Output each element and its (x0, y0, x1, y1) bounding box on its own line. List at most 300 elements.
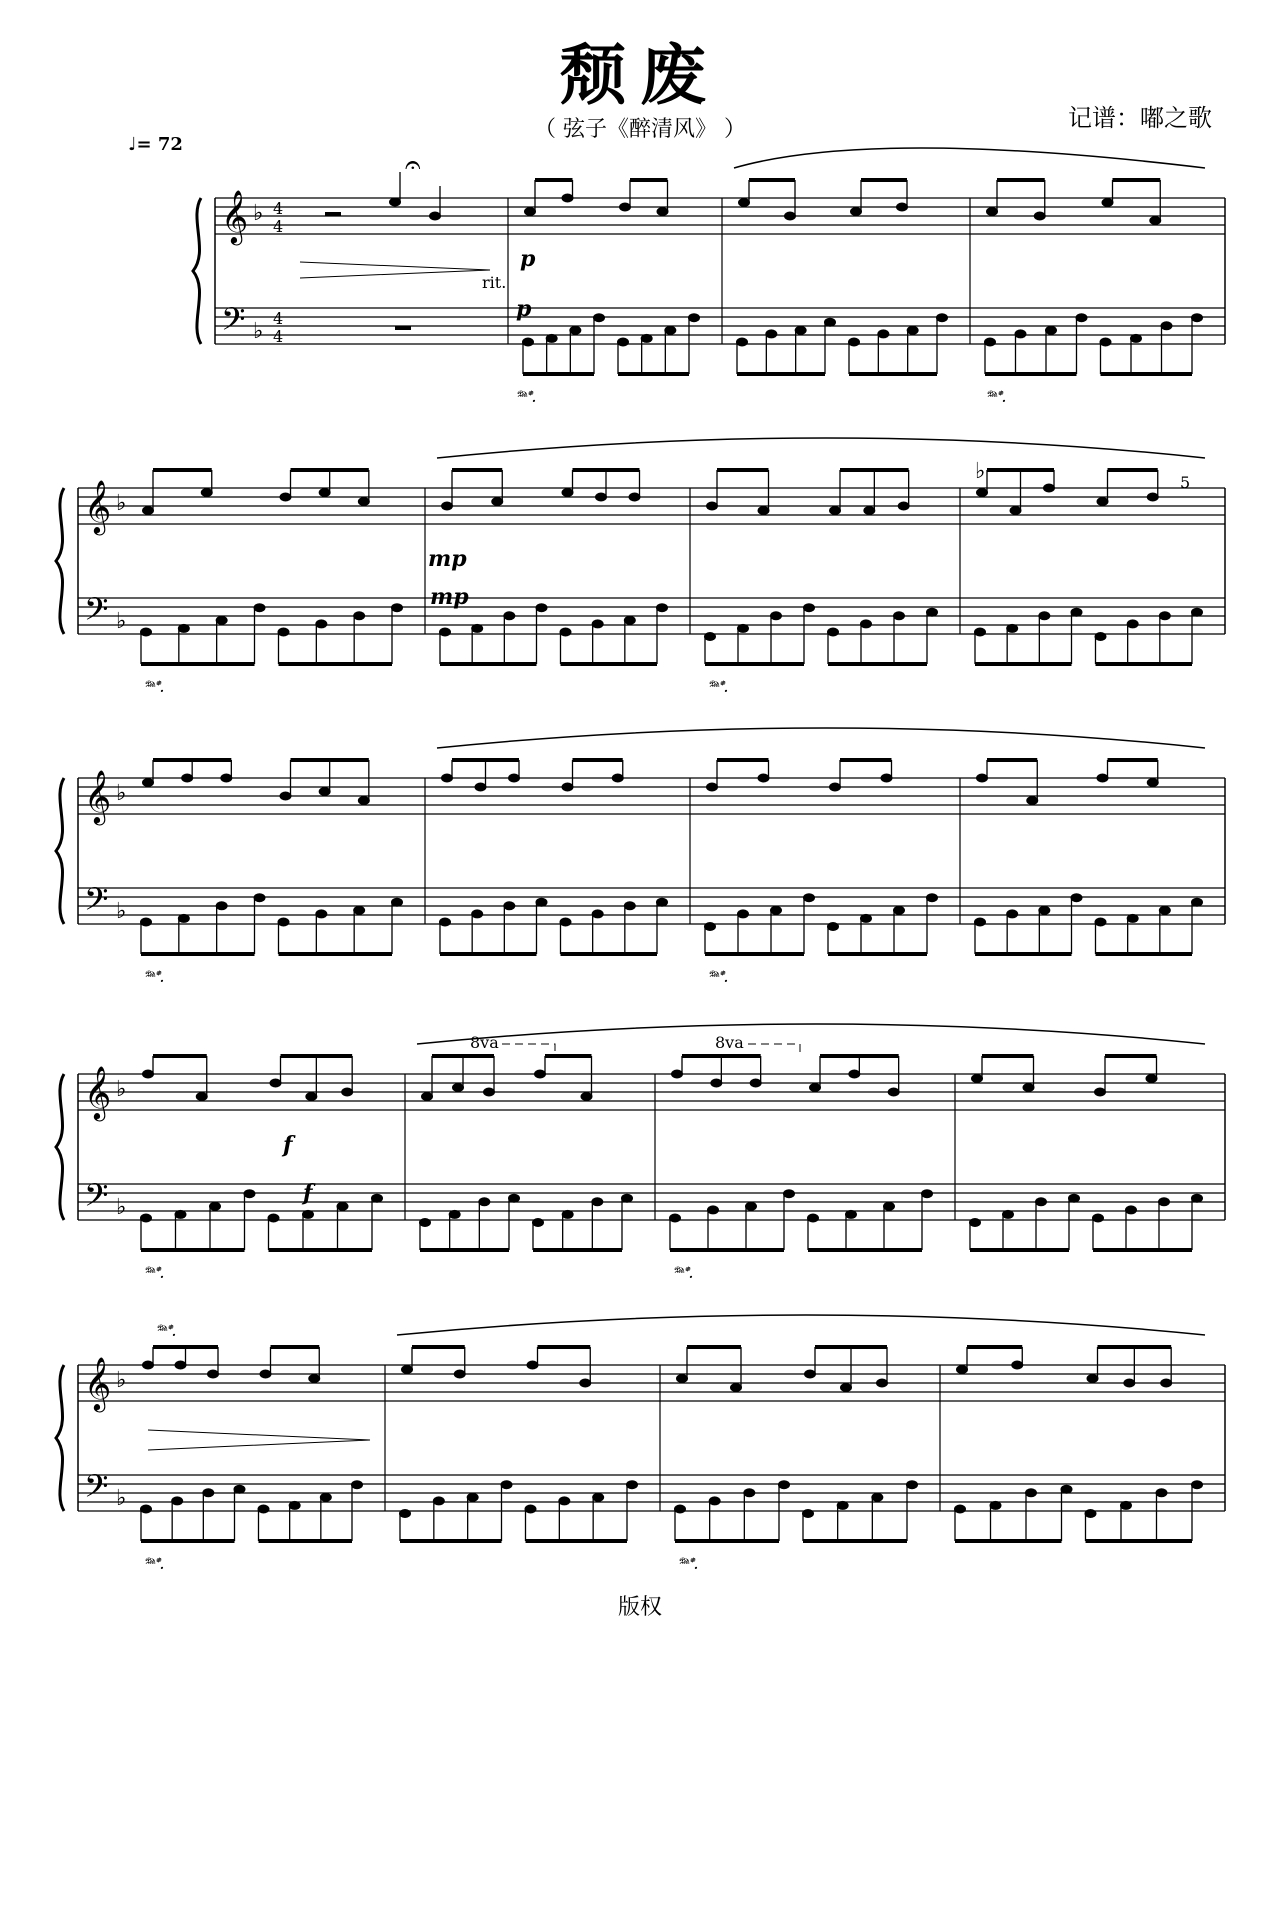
treble-staff (78, 1074, 1225, 1110)
note-head (778, 1480, 790, 1489)
note-head (254, 893, 266, 902)
note-head (1002, 1210, 1014, 1219)
note-head (1026, 796, 1038, 805)
note-head (351, 1480, 363, 1489)
note-head (1160, 1379, 1172, 1388)
bass-staff (215, 308, 1225, 344)
note-head (525, 1505, 537, 1514)
note-head (1161, 321, 1173, 330)
pedal-mark: 𝆮𝆯. (677, 1554, 699, 1574)
ottava-mark: 8va (470, 1033, 499, 1052)
note-head (1127, 619, 1139, 628)
note-head (508, 774, 520, 783)
note-head (1038, 611, 1050, 620)
note-head (1010, 506, 1022, 515)
note-head (592, 619, 604, 628)
note-head (704, 632, 716, 641)
treble-staff (78, 778, 1225, 814)
time-signature-top: 4 (273, 309, 284, 328)
note-head (308, 1374, 320, 1383)
note-head (617, 338, 629, 347)
note-head (758, 774, 770, 783)
note-head (421, 1092, 433, 1101)
note-head (140, 628, 152, 637)
note-head (1095, 632, 1107, 641)
pedal-mark: 𝆮𝆯. (143, 1263, 165, 1283)
pedal-mark: 𝆮𝆯. (672, 1263, 694, 1283)
note-head (171, 1496, 183, 1505)
note-head (260, 1370, 272, 1379)
note-head (399, 1509, 411, 1518)
note-head (1071, 893, 1083, 902)
note-head (803, 893, 815, 902)
note-head (562, 194, 574, 203)
note-head (877, 329, 889, 338)
note-head (389, 198, 401, 207)
note-head (1023, 1083, 1035, 1092)
note-head (196, 1092, 208, 1101)
phrase-slur (437, 728, 1205, 748)
note-head (419, 1218, 431, 1227)
bass-staff (78, 598, 1225, 634)
note-head (840, 1383, 852, 1392)
phrase-slur (734, 148, 1205, 168)
grand-staff-brace (56, 1074, 64, 1220)
note-head (452, 1083, 464, 1092)
bass-clef: 𝄢 (84, 591, 109, 635)
note-head (706, 783, 718, 792)
note-head (926, 893, 938, 902)
ottava-bracket (502, 1044, 555, 1052)
note-head (341, 1088, 353, 1097)
grand-staff-brace (56, 1365, 64, 1511)
note-head (971, 1074, 983, 1083)
grand-staff-brace (56, 778, 64, 924)
treble-clef: 𝄞 (84, 1356, 112, 1410)
note-head (737, 909, 749, 918)
note-head (1191, 608, 1203, 617)
note-head (876, 1379, 888, 1388)
subtitle: （ 弦子《醉清风》 ） (534, 117, 746, 142)
note-head (1025, 1488, 1037, 1497)
note-head (560, 628, 572, 637)
note-head (1095, 918, 1107, 927)
note-head (893, 611, 905, 620)
note-head (280, 493, 292, 502)
note-head (1038, 906, 1050, 915)
note-head (280, 792, 292, 801)
whole-rest (395, 326, 411, 330)
note-head (289, 1501, 301, 1510)
accidental-flat: ♭ (975, 459, 986, 484)
transcriber-credit: 记谱：嘟之歌 (1068, 104, 1212, 132)
note-head (984, 338, 996, 347)
note-head (591, 1197, 603, 1206)
treble-clef: 𝄞 (84, 479, 112, 533)
note-head (491, 497, 503, 506)
note-head (302, 1210, 314, 1219)
note-head (704, 922, 716, 931)
note-head (142, 778, 154, 787)
note-head (401, 1365, 413, 1374)
note-head (737, 624, 749, 633)
note-head (710, 1079, 722, 1088)
note-head (907, 326, 919, 335)
note-head (976, 488, 988, 497)
note-head (1147, 778, 1159, 787)
pedal-mark: 𝆮𝆯. (985, 387, 1007, 407)
key-signature-flat: ♭ (116, 1368, 127, 1393)
note-head (974, 918, 986, 927)
note-head (936, 313, 948, 322)
system-3 (56, 728, 1225, 987)
note-head (1035, 1197, 1047, 1206)
note-head (676, 1374, 688, 1383)
phrase-slur (397, 1315, 1205, 1335)
key-signature-flat: ♭ (116, 781, 127, 806)
bass-staff (78, 888, 1225, 924)
note-head (562, 1210, 574, 1219)
treble-clef: 𝄞 (84, 1065, 112, 1119)
treble-staff (215, 198, 1225, 234)
treble-clef: 𝄞 (84, 769, 112, 823)
note-head (569, 326, 581, 335)
dynamic-mezzo-piano: mp (428, 546, 467, 572)
note-head (1149, 216, 1161, 225)
note-head (207, 1370, 219, 1379)
ottava-mark: 8va (715, 1033, 744, 1052)
note-head (1146, 1074, 1158, 1083)
note-head (848, 1070, 860, 1079)
note-head (824, 318, 836, 327)
note-head (619, 203, 631, 212)
pedal-mark: 𝆮𝆯. (143, 677, 165, 697)
note-head (770, 611, 782, 620)
note-head (1127, 914, 1139, 923)
note-head (142, 506, 154, 515)
phrase-slur (437, 438, 1205, 458)
note-head (1068, 1194, 1080, 1203)
note-head (770, 906, 782, 915)
note-head (906, 1480, 918, 1489)
note-head (765, 329, 777, 338)
note-head (1094, 1088, 1106, 1097)
note-head (795, 326, 807, 335)
note-head (860, 914, 872, 923)
note-head (209, 1202, 221, 1211)
note-head (621, 1194, 633, 1203)
fermata: 𝄐 (405, 148, 421, 181)
note-head (986, 207, 998, 216)
note-head (629, 493, 641, 502)
note-head (234, 1485, 246, 1494)
grand-staff-brace (56, 488, 64, 634)
note-head (475, 783, 487, 792)
note-head (1156, 1488, 1168, 1497)
note-head (1191, 898, 1203, 907)
note-head (254, 603, 266, 612)
note-head (1102, 198, 1114, 207)
note-head (337, 1202, 349, 1211)
note-head (1043, 484, 1055, 493)
system-4 (56, 1024, 1225, 1283)
note-head (268, 1214, 280, 1223)
note-head (1011, 1361, 1023, 1370)
note-head (579, 1379, 591, 1388)
note-head (1015, 329, 1027, 338)
note-head (1125, 1205, 1137, 1214)
note-head (439, 628, 451, 637)
note-head (1159, 906, 1171, 915)
note-head (270, 1079, 282, 1088)
note-head (140, 918, 152, 927)
note-head (969, 1218, 981, 1227)
note-head (181, 774, 193, 783)
note-head (433, 1496, 445, 1505)
note-head (595, 493, 607, 502)
note-head (562, 488, 574, 497)
note-head (1034, 212, 1046, 221)
page-title: 颓废 (560, 36, 720, 114)
note-head (471, 909, 483, 918)
key-signature-flat: ♭ (116, 1195, 127, 1220)
pedal-mark: 𝆮𝆯. (155, 1321, 177, 1341)
note-head (1045, 326, 1057, 335)
treble-staff (78, 488, 1225, 524)
note-head (358, 796, 370, 805)
note-head (244, 1189, 256, 1198)
note-head (803, 603, 815, 612)
note-head (707, 1205, 719, 1214)
note-head (974, 628, 986, 637)
note-head (671, 1070, 683, 1079)
note-head (845, 1210, 857, 1219)
pedal-mark: 𝆮𝆯. (143, 967, 165, 987)
ritardando-mark: rit. (482, 273, 507, 292)
note-head (926, 608, 938, 617)
dynamic-forte: f (283, 1132, 293, 1158)
note-head (562, 783, 574, 792)
note-head (478, 1197, 490, 1206)
note-head (175, 1210, 187, 1219)
note-head (860, 619, 872, 628)
key-signature-flat: ♭ (116, 1077, 127, 1102)
dynamic-forte: f (303, 1180, 313, 1206)
note-head (1120, 1501, 1132, 1510)
note-head (1097, 774, 1109, 783)
note-head (674, 1505, 686, 1514)
pedal-mark: 𝆮𝆯. (515, 387, 537, 407)
note-head (142, 1070, 154, 1079)
note-head (216, 616, 228, 625)
note-head (893, 906, 905, 915)
note-head (175, 1361, 187, 1370)
note-head (527, 1361, 539, 1370)
note-head (315, 909, 327, 918)
note-head (441, 502, 453, 511)
note-head (592, 1493, 604, 1502)
note-head (850, 207, 862, 216)
note-head (140, 1214, 152, 1223)
decrescendo-hairpin (300, 262, 490, 278)
note-head (532, 1218, 544, 1227)
note-head (709, 1496, 721, 1505)
note-head (626, 1480, 638, 1489)
note-head (827, 922, 839, 931)
note-head (536, 603, 548, 612)
note-head (1085, 1509, 1097, 1518)
note-head (391, 898, 403, 907)
note-head (319, 488, 331, 497)
note-head (1071, 608, 1083, 617)
note-head (353, 611, 365, 620)
note-head (454, 1370, 466, 1379)
note-head (391, 603, 403, 612)
note-head (881, 774, 893, 783)
note-head (534, 1070, 546, 1079)
note-head (1191, 1480, 1203, 1489)
note-head (1087, 1374, 1099, 1383)
note-head (804, 1370, 816, 1379)
note-head (954, 1505, 966, 1514)
note-head (319, 787, 331, 796)
note-head (371, 1194, 383, 1203)
dynamic-mezzo-piano: mp (430, 584, 469, 610)
bass-clef: 𝄢 (221, 301, 246, 345)
note-head (258, 1505, 270, 1514)
note-head (320, 1493, 332, 1502)
note-head (829, 783, 841, 792)
note-head (201, 488, 213, 497)
note-head (837, 1501, 849, 1510)
note-head (863, 506, 875, 515)
phrase-slur (417, 1024, 1205, 1044)
note-head (471, 624, 483, 633)
note-head (592, 909, 604, 918)
key-signature-flat: ♭ (253, 319, 264, 344)
note-head (871, 1493, 883, 1502)
note-head (353, 906, 365, 915)
note-head (1061, 1485, 1073, 1494)
note-head (990, 1501, 1002, 1510)
note-head (784, 212, 796, 221)
note-head (560, 918, 572, 927)
time-signature-top: 4 (273, 199, 284, 218)
note-head (809, 1083, 821, 1092)
time-signature-bottom: 4 (273, 217, 284, 236)
bass-clef: 𝄢 (84, 881, 109, 925)
pedal-mark: 𝆮𝆯. (707, 967, 729, 987)
note-head (888, 1088, 900, 1097)
note-head (220, 774, 232, 783)
note-head (439, 918, 451, 927)
note-head (745, 1202, 757, 1211)
note-head (657, 207, 669, 216)
note-head (1006, 909, 1018, 918)
note-head (758, 506, 770, 515)
note-head (1159, 611, 1171, 620)
note-head (524, 207, 536, 216)
bass-staff (78, 1475, 1225, 1511)
note-head (358, 497, 370, 506)
tempo-marking: ♩= 72 (128, 134, 183, 155)
note-head (829, 506, 841, 515)
note-head (783, 1189, 795, 1198)
note-head (216, 901, 228, 910)
copyright-notice: 版权 (617, 1595, 662, 1620)
note-head (730, 1383, 742, 1392)
note-head (807, 1214, 819, 1223)
note-head (743, 1488, 755, 1497)
note-head (1147, 493, 1159, 502)
key-signature-flat: ♭ (116, 609, 127, 634)
note-head (1097, 497, 1109, 506)
note-head (536, 898, 548, 907)
note-head (736, 338, 748, 347)
note-head (501, 1480, 513, 1489)
grand-staff-brace (193, 198, 201, 344)
note-head (669, 1214, 681, 1223)
note-head (140, 1505, 152, 1514)
note-head (449, 1210, 461, 1219)
note-head (503, 611, 515, 620)
note-head (738, 198, 750, 207)
note-head (664, 326, 676, 335)
note-head (178, 914, 190, 923)
note-head (624, 901, 636, 910)
note-head (688, 313, 700, 322)
pedal-mark: 𝆮𝆯. (143, 1554, 165, 1574)
note-head (305, 1092, 317, 1101)
half-rest (325, 212, 341, 216)
bass-clef: 𝄢 (84, 1177, 109, 1221)
system-5 (56, 1315, 1225, 1574)
note-head (1191, 1194, 1203, 1203)
note-head (546, 334, 558, 343)
time-signature-bottom: 4 (273, 327, 284, 346)
key-signature-flat: ♭ (116, 491, 127, 516)
note-head (142, 1361, 154, 1370)
note-head (921, 1189, 933, 1198)
system-2 (56, 438, 1225, 697)
note-head (883, 1202, 895, 1211)
note-head (1092, 1214, 1104, 1223)
note-head (624, 616, 636, 625)
note-head (956, 1365, 968, 1374)
note-head (467, 1493, 479, 1502)
fingering-number: 5 (1180, 473, 1191, 492)
note-head (827, 628, 839, 637)
pedal-mark: 𝆮𝆯. (707, 677, 729, 697)
note-head (278, 918, 290, 927)
key-signature-flat: ♭ (116, 899, 127, 924)
decrescendo-hairpin (148, 1430, 370, 1450)
note-head (1123, 1379, 1135, 1388)
note-head (802, 1509, 814, 1518)
note-head (1006, 624, 1018, 633)
note-head (898, 502, 910, 511)
note-head (522, 338, 534, 347)
note-head (1158, 1197, 1170, 1206)
note-head (976, 774, 988, 783)
note-head (202, 1488, 214, 1497)
note-head (1191, 313, 1203, 322)
system-1 (193, 148, 1225, 407)
note-head (656, 898, 668, 907)
note-head (593, 313, 605, 322)
note-head (581, 1092, 593, 1101)
note-head (178, 624, 190, 633)
